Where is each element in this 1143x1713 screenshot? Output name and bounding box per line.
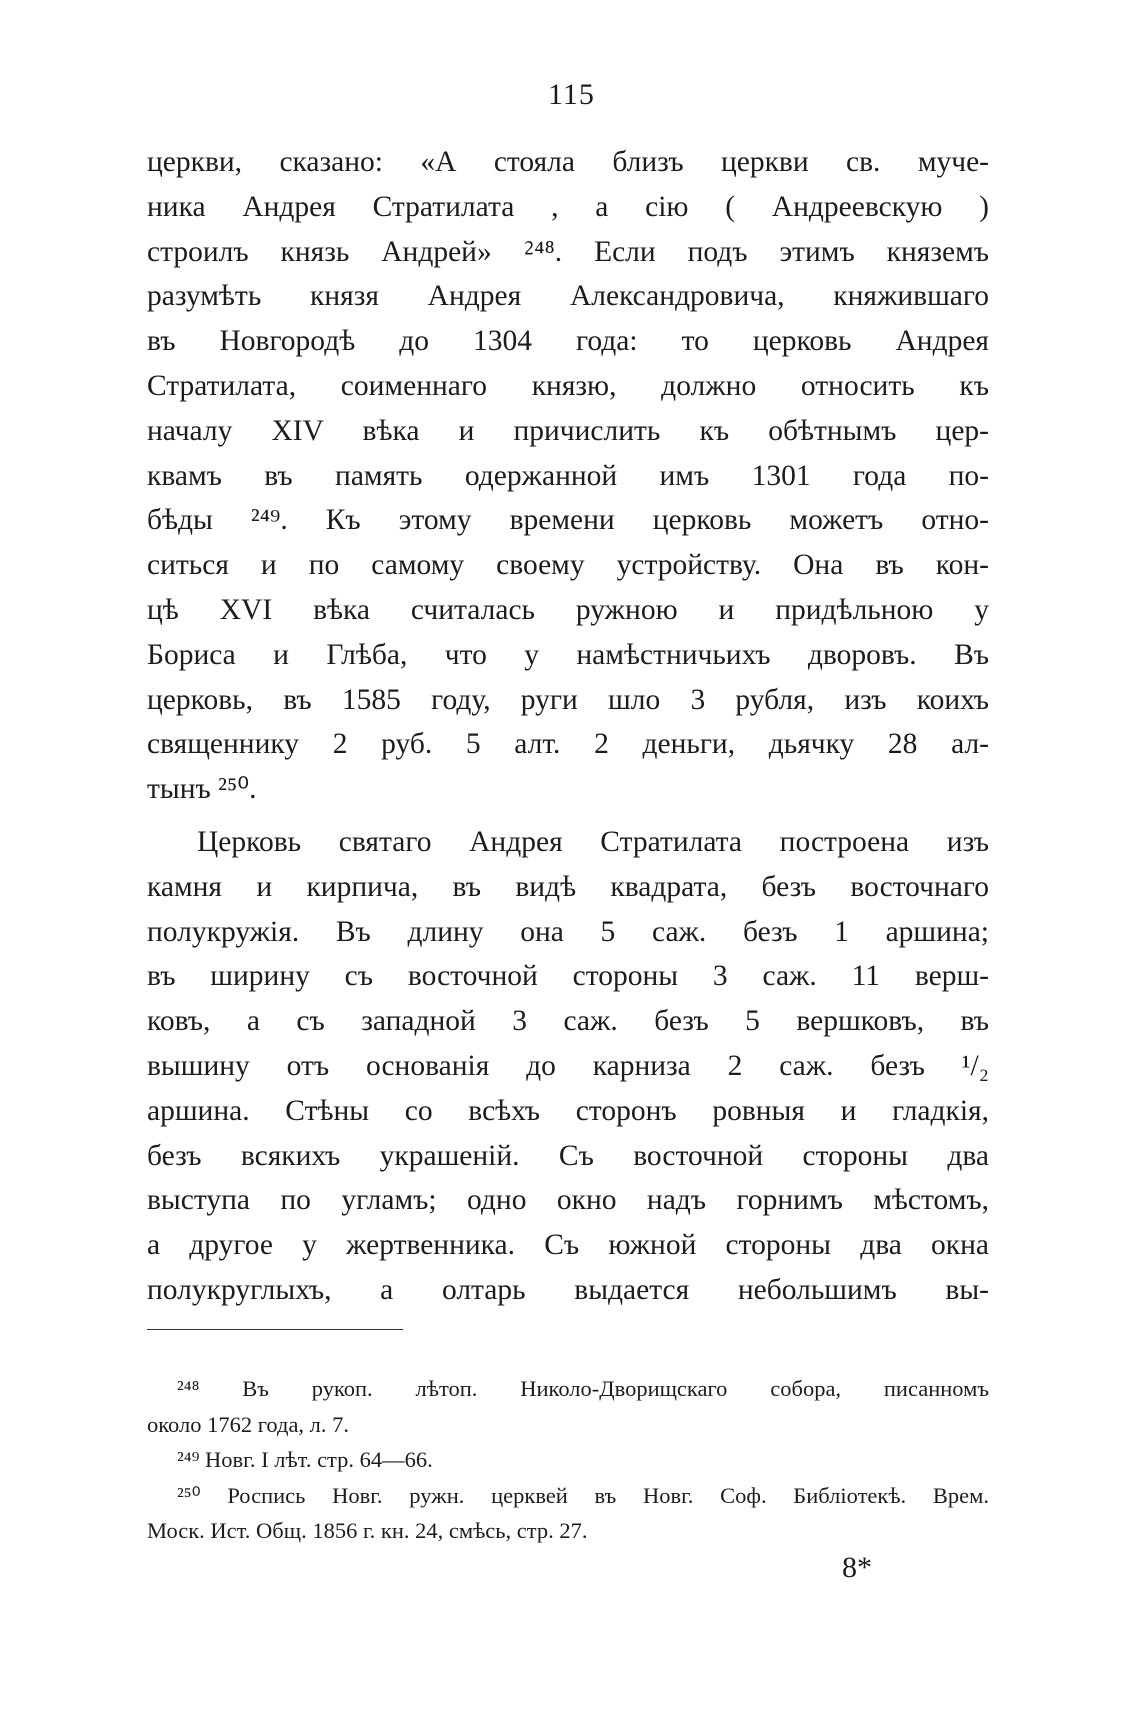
text-line: а другое у жертвенника. Съ южной стороны два окна	[147, 1229, 989, 1262]
footnote-249	[147, 1442, 989, 1478]
text-line: ника Андрея Стратилата , а сію ( Андреевскую )	[147, 190, 989, 223]
text-line: разумѣть князя Андрея Александровича, княжившаго	[147, 280, 989, 313]
text-line: полукружія. Въ длину она 5 саж. безъ 1 аршина;	[147, 915, 989, 948]
text-line: строилъ князь Андрей» ⁲⁴⁸. Если подъ этимъ княземъ	[147, 235, 989, 268]
footnote-248	[147, 1371, 989, 1442]
text-line: цѣ XVI вѣка считалась ружною и придѣльною у	[147, 593, 989, 626]
paragraph-gap	[147, 812, 989, 820]
text-line: началу XIV вѣка и причислить къ обѣтнымъ цер-	[147, 414, 989, 447]
footnote-250	[147, 1478, 989, 1549]
footnote-line: ²⁵⁰ Роспись Новг. ружн. церквей въ Новг. Соф. Библіотекѣ. Врем.	[177, 1482, 989, 1508]
footnote-line: ²⁴⁸ Въ рукоп. лѣтоп. Николо-Дворищскаго собора, писанномъ	[177, 1376, 989, 1401]
text-line: ковъ, а съ западной 3 саж. безъ 5 вершковъ, въ	[147, 1005, 989, 1038]
text-line: квамъ въ память одержанной имъ 1301 года по-	[147, 459, 989, 492]
text-line: тынъ ²⁵⁰.	[147, 773, 257, 806]
paragraph-2	[147, 820, 989, 1313]
paragraph-1	[147, 140, 989, 812]
text-line: камня и кирпича, въ видѣ квадрата, безъ восточнаго	[147, 870, 989, 903]
text-line: Бориса и Глѣба, что у намѣстничьихъ дворовъ. Въ	[147, 638, 989, 671]
text-line: Церковь святаго Андрея Стратилата построена изъ	[197, 825, 989, 858]
text-line: выступа по угламъ; одно окно надъ горнимъ мѣстомъ,	[147, 1184, 989, 1217]
text-line: безъ всякихъ украшеній. Съ восточной стороны два	[147, 1139, 989, 1172]
text-line: церкви, сказано: «А стояла близъ церкви св. муче-	[147, 146, 989, 178]
footnote-line: Моск. Ист. Общ. 1856 г. кн. 24, смѣсь, стр. 27.	[147, 1518, 588, 1543]
footnote-line: около 1762 года, л. 7.	[147, 1411, 350, 1437]
text-line: бѣды ²⁴⁹. Къ этому времени церковь можетъ отно-	[147, 504, 989, 537]
footnote-divider	[147, 1329, 403, 1330]
text-line: Стратилата, соименнаго князю, должно относить къ	[147, 369, 989, 402]
text-line: церковь, въ 1585 году, руги шло 3 рубля, изъ коихъ	[147, 683, 989, 716]
footnote-line: ²⁴⁹ Новг. I лѣт. стр. 64—66.	[177, 1447, 433, 1472]
main-text	[147, 140, 989, 1313]
text-line: въ ширину съ восточной стороны 3 саж. 11 верш-	[147, 960, 989, 993]
page-number: 115	[548, 78, 595, 111]
text-line: въ Новгородѣ до 1304 года: то церковь Андрея	[147, 325, 989, 358]
text-line: ситься и по самому своему устройству. Она въ кон-	[147, 549, 989, 582]
text-line: аршина. Стѣны со всѣхъ сторонъ ровныя и гладкія,	[147, 1094, 989, 1127]
text-line: священнику 2 руб. 5 алт. 2 деньги, дьячку 28 ал-	[147, 728, 989, 761]
text-line: полукруглыхъ, а олтарь выдается небольшимъ вы-	[147, 1273, 989, 1306]
signature-mark: 8*	[842, 1551, 872, 1584]
footnotes	[147, 1371, 989, 1549]
text-line: вышину отъ основанія до карниза 2 саж. безъ ¹/₂	[147, 1049, 989, 1082]
